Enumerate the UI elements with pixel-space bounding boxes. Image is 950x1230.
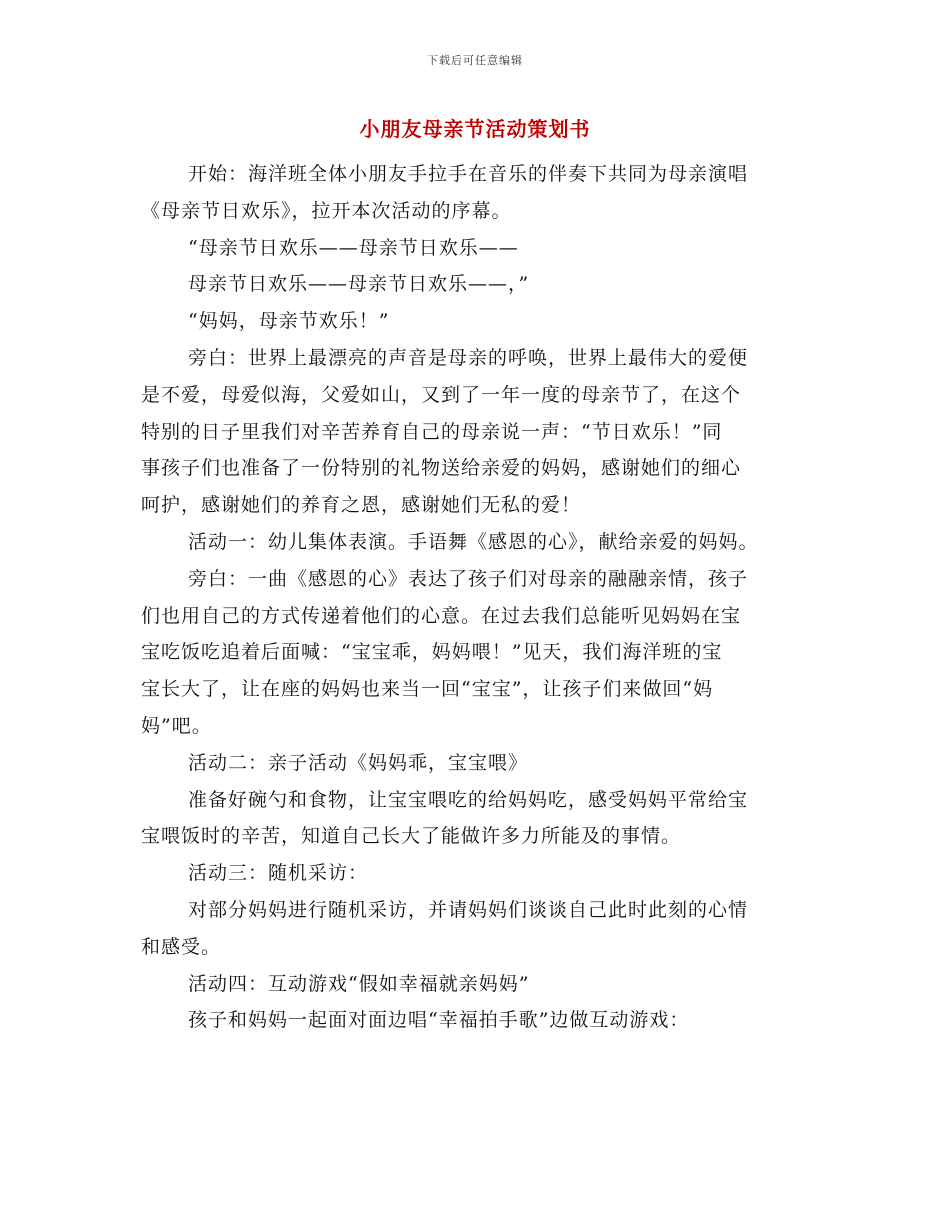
body-line: “母亲节日欢乐——母亲节日欢乐—— (188, 236, 519, 259)
body-line: 活动一：幼儿集体表演。手语舞《感恩的心》，献给亲爱的妈妈。 (188, 530, 759, 553)
body-line: 宝喂饭时的辛苦，知道自己长大了能做许多力所能及的事情。 (141, 825, 682, 848)
body-line: 准备好碗勺和食物，让宝宝喂吃的给妈妈吃，感受妈妈平常给宝 (188, 788, 749, 811)
document-body (141, 156, 811, 1039)
body-line: 开始：海洋班全体小朋友手拉手在音乐的伴奏下共同为母亲演唱 (188, 163, 749, 185)
body-line: 宝吃饭吃追着后面喊：“宝宝乖，妈妈喂！”见天，我们海洋班的宝 (141, 641, 723, 664)
body-line: 特别的日子里我们对辛苦养育自己的母亲说一声：“节日欢乐！”同 (141, 420, 723, 443)
page-header: 下载后可任意编辑 (427, 54, 523, 67)
body-line: 和感受。 (141, 935, 222, 958)
body-line: 《母亲节日欢乐》，拉开本次活动的序幕。 (141, 199, 512, 222)
body-line: 事孩子们也准备了一份特别的礼物送给亲爱的妈妈，感谢她们的细心 (141, 457, 742, 480)
body-line: 妈”吧。 (141, 714, 212, 737)
body-line: 孩子和妈妈一起面对面边唱“幸福拍手歌”边做互动游戏： (188, 1009, 690, 1032)
body-line: 呵护，感谢她们的养育之恩，感谢她们无私的爱！ (141, 494, 582, 517)
body-line: 活动三：随机采访： (188, 862, 369, 885)
body-line: 活动四：互动游戏“假如幸福就亲妈妈” (188, 972, 530, 995)
body-line: 活动二：亲子活动《妈妈乖，宝宝喂》 (188, 751, 529, 774)
body-line: 旁白：世界上最漂亮的声音是母亲的呼唤，世界上最伟大的爱便 (188, 346, 749, 369)
body-line: 宝长大了，让在座的妈妈也来当一回“宝宝”，让孩子们来做回“妈 (141, 678, 714, 701)
body-line: 母亲节日欢乐——母亲节日欢乐——，” (188, 273, 530, 296)
document-title: 小朋友母亲节活动策划书 (359, 117, 591, 141)
body-line: 对部分妈妈进行随机采访，并请妈妈们谈谈自己此时此刻的心情 (188, 898, 749, 921)
body-line: 旁白：一曲《感恩的心》表达了孩子们对母亲的融融亲情，孩子 (188, 567, 749, 590)
body-line: “妈妈，母亲节欢乐！” (188, 310, 390, 333)
body-line: 是不爱，母爱似海，父爱如山，又到了一年一度的母亲节了，在这个 (141, 383, 742, 406)
body-line: 们也用自己的方式传递着他们的心意。在过去我们总能听见妈妈在宝 (141, 604, 742, 627)
